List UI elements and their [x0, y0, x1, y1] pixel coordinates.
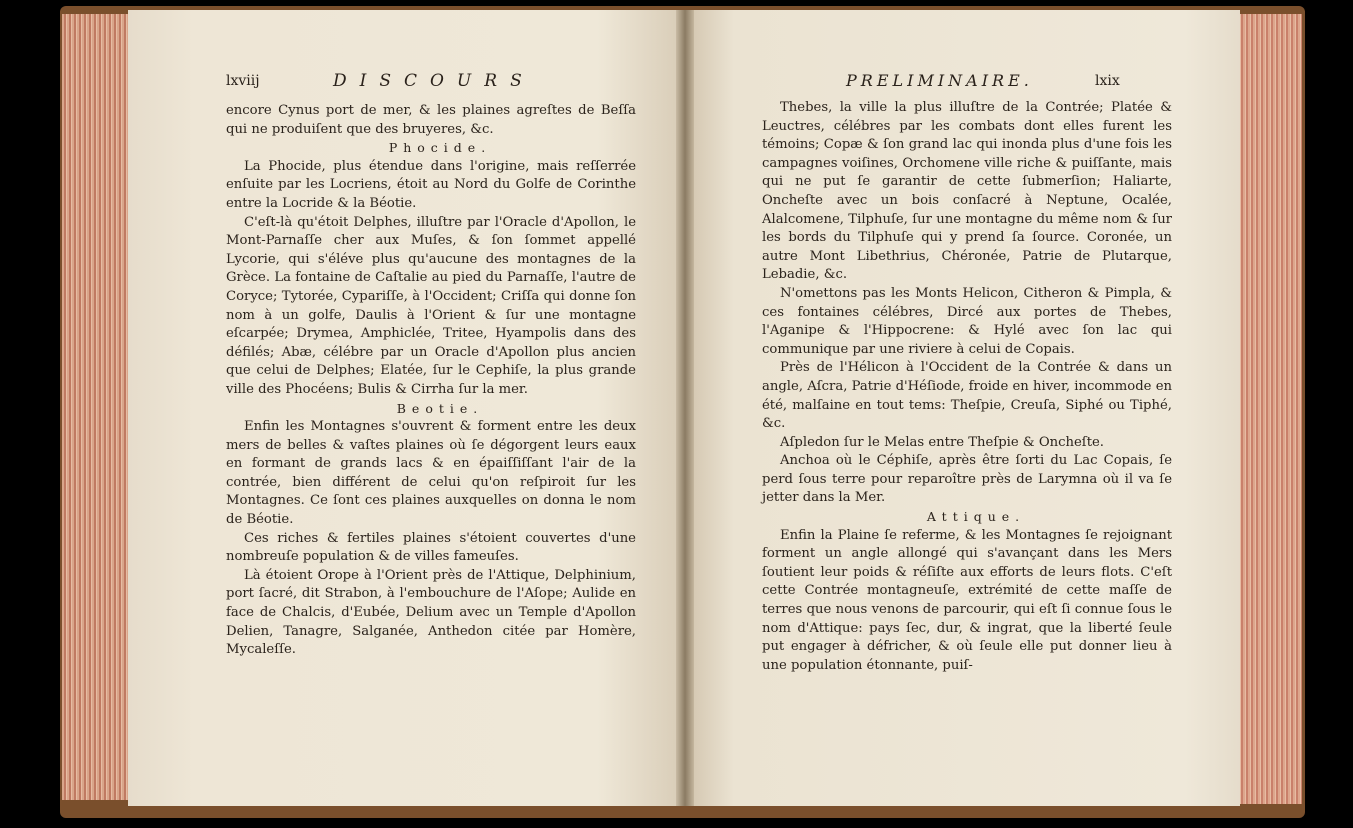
right-page-edges: [1240, 14, 1302, 804]
right-running-title: PRELIMINAIRE.: [846, 71, 1033, 90]
paragraph: Thebes, la ville la plus illuſtre de la Contrée; Platée & Leuctres, célébres par les combats dont elles furent les témoins; Copæ & ſon grand lac qui inonda plus d'une fois les campagnes voiſines, Orchomene ville riche & puiſſante, mais qui ne put ſe garantir de cette ſubmerſion; Haliarte, Oncheſte avec un bois conſacré à Neptune, Ocalée, Alalcomene, Tilphuſe, ſur une montagne du même nom & ſur les bords du Tilphuſe qui y prend ſa ſource. Coronée, un autre Mont Libethrius, Chéronée, Patrie de Plutarque, Lebadie, &c.: [762, 100, 1172, 283]
left-page-edges: [62, 14, 132, 800]
left-page-text: [226, 102, 636, 660]
paragraph: N'omettons pas les Monts Helicon, Citheron & Pimpla, & ces fontaines célébres, Dircé aux portes de Thebes, l'Aganipe & l'Hippocrene: & Hylé avec ſon lac qui communique par une riviere à celui de Copais.: [762, 285, 1172, 357]
paragraph: La Phocide, plus étendue dans l'origine, mais reſſerrée enſuite par les Locriens, étoit au Nord du Golfe de Corinthe entre la Locride & la Béotie.: [226, 158, 636, 211]
paragraph: Ces riches & fertiles plaines s'étoient couvertes d'une nombreuſe population & de villes fameuſes.: [226, 530, 636, 565]
paragraph: Enfin les Montagnes s'ouvrent & forment entre les deux mers de belles & vaſtes plaines où ſe dégorgent leurs eaux en formant de grands lacs & en épaiſſiſſant l'air de la contrée, bien différent de celui qu'on reſpiroit ſur les Montagnes. Ce ſont ces plaines auxquelles on donna le nom de Béotie.: [226, 419, 636, 528]
section-heading-phocide: Phocide.: [388, 140, 492, 156]
left-running-title: DISCOURS: [333, 71, 535, 91]
paragraph: Là étoient Orope à l'Orient près de l'Attique, Delphinium, port ſacré, dit Strabon, à l'embouchure de l'Aſope; Aulide en face de Chalcis, d'Eubée, Delium avec un Temple d'Apollon Delien, Tanagre, Salganée, Anthedon citée par Homère, Mycaleſſe.: [226, 567, 636, 658]
section-heading-beotie: Beotie.: [396, 400, 484, 416]
right-page-number: lxix: [1095, 73, 1120, 89]
paragraph: encore Cynus port de mer, & les plaines agreſtes de Beſſa qui ne produiſent que des bruyeres, &c.: [226, 103, 636, 137]
paragraph: C'eſt-là qu'étoit Delphes, illuſtre par l'Oracle d'Apollon, le Mont-Parnaſſe cher aux Muſes, & ſon ſommet appellé Lycorie, qui s'éléve plus qu'aucune des montagnes de la Grèce. La fontaine de Caſtalie au pied du Parnaſſe, l'autre de Coryce; Tytorée, Cypariſſe, à l'Occident; Criſſa qui donne ſon nom à un golfe, Daulis à l'Orient & ſur une montagne eſcarpée; Drymea, Amphiclée, Tritee, Hyampolis dans des défilés; Abæ, célébre par un Oracle d'Apollon plus ancien que celui de Delphes; Elatée, ſur le Cephiſe, la plus grande ville des Phocéens; Bulis & Cirrha ſur la mer.: [226, 214, 636, 397]
paragraph: Près de l'Hélicon à l'Occident de la Contrée & dans un angle, Aſcra, Patrie d'Héſiode, froide en hiver, incommode en été, malſaine en tout tems: Theſpie, Creuſa, Siphé ou Tiphé, &c.: [762, 360, 1172, 432]
right-page-text: [762, 99, 1172, 675]
paragraph: Anchoa où le Céphiſe, après être ſorti du Lac Copais, ſe perd ſous terre pour reparoître près de Larymna où il va ſe jetter dans la Mer.: [762, 453, 1172, 506]
paragraph: Enfin la Plaine ſe referme, & les Montagnes ſe rejoignant forment un angle allongé qui s'avançant dans les Mers ſoutient leur poids & réſiſte aux efforts de leurs flots. C'eſt cette Contrée montagneuſe, extrémité de cette maſſe de terres que nous venons de parcourir, qui eſt ſi connue ſous le nom d'Attique: pays ſec, dur, & ingrat, que la liberté ſeule put engager à défricher, & où ſeule elle put donner lieu à une population étonnante, puiſ-: [762, 527, 1172, 673]
paragraph: Aſpledon ſur le Melas entre Theſpie & Oncheſte.: [780, 434, 1104, 450]
left-page-number: lxviij: [226, 73, 260, 89]
section-heading-attique: Attique.: [926, 509, 1026, 525]
book-gutter: [676, 10, 694, 806]
